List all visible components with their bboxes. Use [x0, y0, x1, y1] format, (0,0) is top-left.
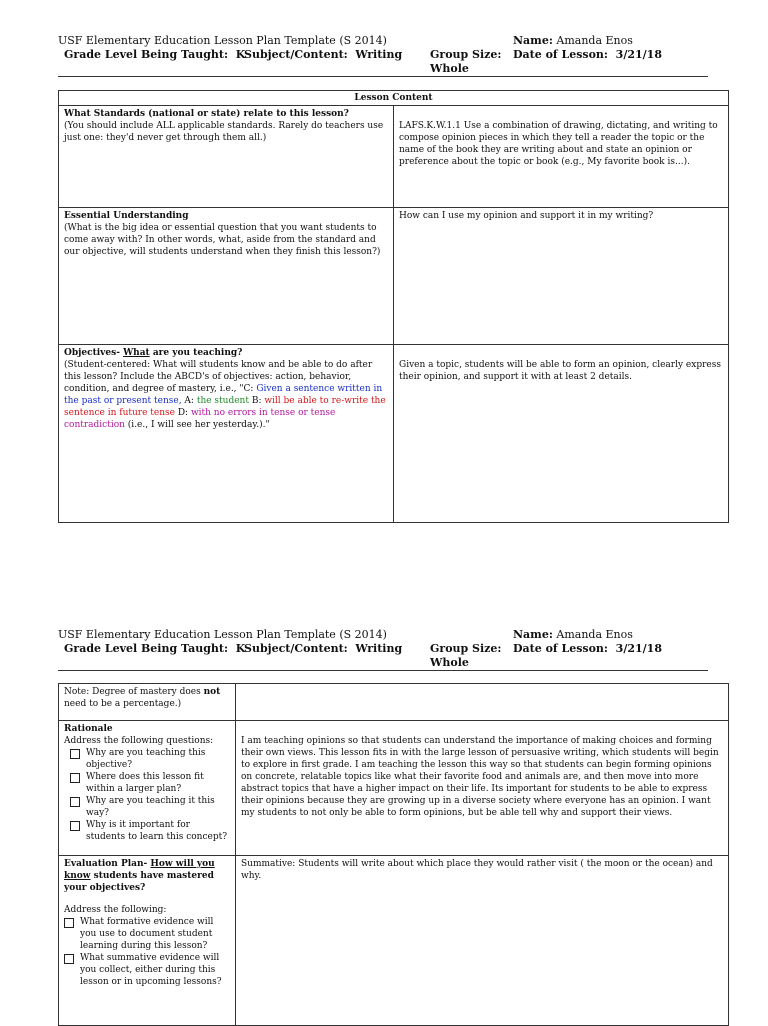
objectives-answer-cell [394, 345, 729, 523]
rationale-answer-cell [236, 721, 729, 856]
evaluation-answer-cell [236, 856, 729, 1026]
mastery-note-row [59, 684, 729, 721]
rationale-answer: I am teaching opinions so that students can understand the importance of making choices and forming their own views. This lesson fits in with the large lesson of persuasive writing, which students will begin to explore in first grade. I am teaching the lesson this way so that students can begin forming opinions on concrete, relatable topics like what their favorite food and animals are, and then move into more abstract topics that have a higher impact on their life. Its important for students to be able to express their opinions because they are growing up in a diverse society where everyone has an opinion. I want my students to not only be able to form opinions, but be able tell why and support their views. [241, 736, 719, 818]
checkbox-icon [64, 918, 74, 928]
standards-answer: LAFS.K.W.1.1 Use a combination of drawing, dictating, and writing to compose opinion pieces in which they tell a reader the topic or the name of the book they are writing about and state an opinion or preference about the topic or book (e.g., My favorite book is...). [399, 121, 718, 167]
standards-heading: What Standards (national or state) relate to this lesson? [64, 109, 349, 119]
lesson-plan-continued-table [58, 683, 729, 1026]
evaluation-heading: Evaluation Plan- How will you know students have mastered your objectives? [64, 859, 215, 893]
evaluation-checklist-item: What formative evidence will you use to document student learning during this lesson? [64, 916, 230, 952]
checkbox-icon [70, 773, 80, 783]
checkbox-icon [70, 749, 80, 759]
rationale-checklist-item: Where does this lesson fit within a larger plan? [64, 771, 230, 795]
lesson-content-table [58, 90, 729, 523]
subject-value: Writing [355, 48, 403, 61]
essential-heading: Essential Understanding [64, 211, 189, 221]
grade-label: Grade Level Being Taught: [64, 48, 229, 61]
mastery-note: Note: Degree of mastery does not need to be a percentage.) [64, 687, 221, 709]
name-label: Name: [513, 628, 553, 641]
subject-label: Subject/Content: [244, 642, 348, 655]
standards-prompt: (You should include ALL applicable standards. Rarely do teachers use just one: they'd never get through them all.) [64, 121, 384, 143]
mastery-note-answer-cell [236, 684, 729, 721]
grade-value: K [235, 642, 246, 655]
header-divider [58, 76, 708, 77]
objectives-row [59, 345, 729, 523]
rationale-checklist-item: Why is it important for students to learn this concept? [64, 819, 230, 843]
rationale-prompt-cell [59, 721, 236, 856]
subject-label: Subject/Content: [244, 48, 348, 61]
standards-answer-cell [394, 106, 729, 208]
objectives-prompt: (Student-centered: What will students know and be able to do after this lesson? Include the ABCD's of objectives: action, behavior, condition, and degree of mastery, i.e., "C: Given a sentence written in the past or present tense, A: the student B: will be able to re-write the sentence in future tense D: with no errors in tense or tense contradiction (i.e., I will see her yesterday.)." [64, 360, 386, 430]
subject-value: Writing [355, 642, 403, 655]
essential-row [59, 208, 729, 345]
page-header [58, 34, 708, 78]
checkbox-icon [64, 954, 74, 964]
name-label: Name: [513, 34, 553, 47]
group-value: Whole [430, 62, 469, 75]
checkbox-icon [70, 821, 80, 831]
grade-label: Grade Level Being Taught: [64, 642, 229, 655]
rationale-checklist-item: Why are you teaching this objective? [64, 747, 230, 771]
date-value: 3/21/18 [615, 48, 662, 61]
evaluation-prompt-cell [59, 856, 236, 1026]
evaluation-row [59, 856, 729, 1026]
objectives-prompt-cell [59, 345, 394, 523]
objectives-answer: Given a topic, students will be able to form an opinion, clearly express their opinion, and support it with at least 2 details. [399, 360, 721, 382]
group-label: Group Size: [430, 642, 502, 655]
evaluation-answer: Summative: Students will write about which place they would rather visit ( the moon or the ocean) and why. [241, 859, 713, 881]
lesson-content-title: Lesson Content [59, 91, 729, 106]
page-header [58, 628, 708, 672]
standards-prompt-cell [59, 106, 394, 208]
rationale-prompt: Address the following questions: [64, 736, 214, 746]
evaluation-checklist-item: What summative evidence will you collect, either during this lesson or in upcoming lessons? [64, 952, 230, 988]
mastery-note-cell [59, 684, 236, 721]
rationale-row [59, 721, 729, 856]
name-value: Amanda Enos [556, 628, 633, 641]
name-value: Amanda Enos [556, 34, 633, 47]
group-value: Whole [430, 656, 469, 669]
grade-value: K [235, 48, 246, 61]
date-label: Date of Lesson: [513, 48, 608, 61]
date-label: Date of Lesson: [513, 642, 608, 655]
checkbox-icon [70, 797, 80, 807]
essential-prompt-cell [59, 208, 394, 345]
rationale-heading: Rationale [64, 724, 113, 734]
group-label: Group Size: [430, 48, 502, 61]
date-value: 3/21/18 [615, 642, 662, 655]
essential-prompt: (What is the big idea or essential question that you want students to come away with? In other words, what, aside from the standard and our objective, will students understand when they finish this lesson?) [64, 223, 381, 257]
essential-answer-cell [394, 208, 729, 345]
rationale-checklist-item: Why are you teaching it this way? [64, 795, 230, 819]
template-title: USF Elementary Education Lesson Plan Template (S 2014) [58, 34, 387, 47]
evaluation-prompt: Address the following: [64, 905, 167, 915]
objectives-heading: Objectives- What are you teaching? [64, 348, 243, 358]
standards-row [59, 106, 729, 208]
template-title: USF Elementary Education Lesson Plan Template (S 2014) [58, 628, 387, 641]
header-divider [58, 670, 708, 671]
essential-answer: How can I use my opinion and support it in my writing? [399, 211, 654, 221]
